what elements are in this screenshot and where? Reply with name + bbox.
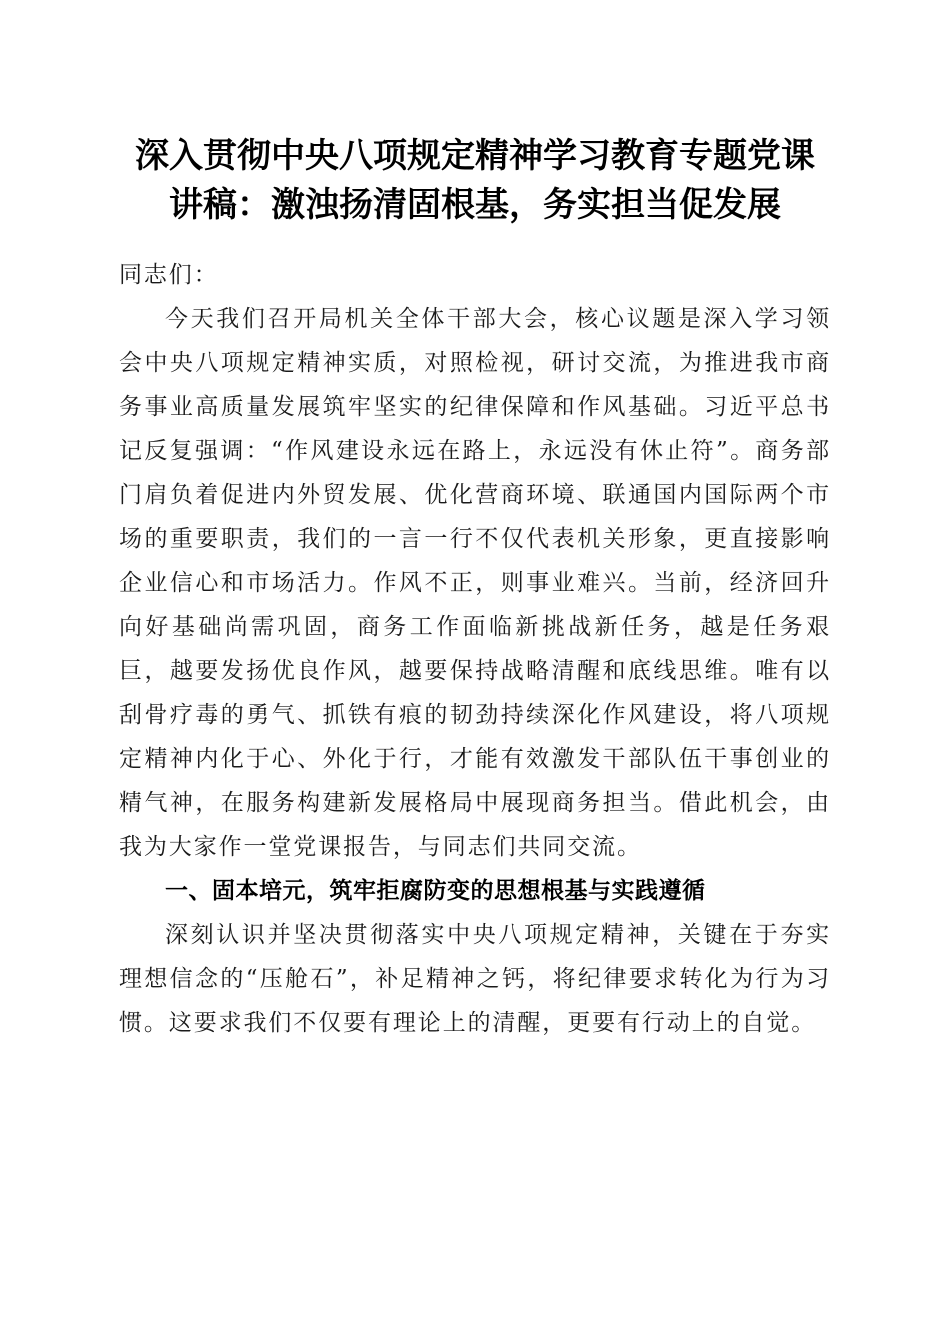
greeting: 同志们： — [119, 262, 219, 288]
document-body — [119, 253, 831, 1045]
section-heading-1: 一、固本培元，筑牢拒腐防变的思想根基与实践遵循 — [165, 878, 706, 904]
paragraph-intro: 今天我们召开局机关全体干部大会，核心议题是深入学习领会中央八项规定精神实质，对照检视，研讨交流，为推进我市商务事业高质量发展筑牢坚实的纪律保障和作风基础。习近平总书记反复强调：“作风建设永远在路上，永远没有休止符”。商务部门肩负着促进内外贸发展、优化营商环境、联通国内国际两个市场的重要职责，我们的一言一行不仅代表机关形象，更直接影响企业信心和市场活力。作风不正，则事业难兴。当前，经济回升向好基础尚需巩固，商务工作面临新挑战新任务，越是任务艰巨，越要发扬优良作风，越要保持战略清醒和底线思维。唯有以刮骨疗毒的勇气、抓铁有痕的韧劲持续深化作风建设，将八项规定精神内化于心、外化于行，才能有效激发干部队伍干事创业的精气神，在服务构建新发展格局中展现商务担当。借此机会，由我为大家作一堂党课报告，与同志们共同交流。 — [119, 306, 831, 860]
title-line-1: 深入贯彻中央八项规定精神学习教育专题党课 — [135, 136, 815, 176]
document-title — [100, 132, 850, 230]
title-line-2: 讲稿：激浊扬清固根基，务实担当促发展 — [169, 185, 781, 225]
paragraph-section-1: 深刻认识并坚决贯彻落实中央八项规定精神，关键在于夯实理想信念的“压舱石”，补足精神之钙，将纪律要求转化为行为习惯。这要求我们不仅要有理论上的清醒，更要有行动上的自觉。 — [119, 922, 831, 1036]
